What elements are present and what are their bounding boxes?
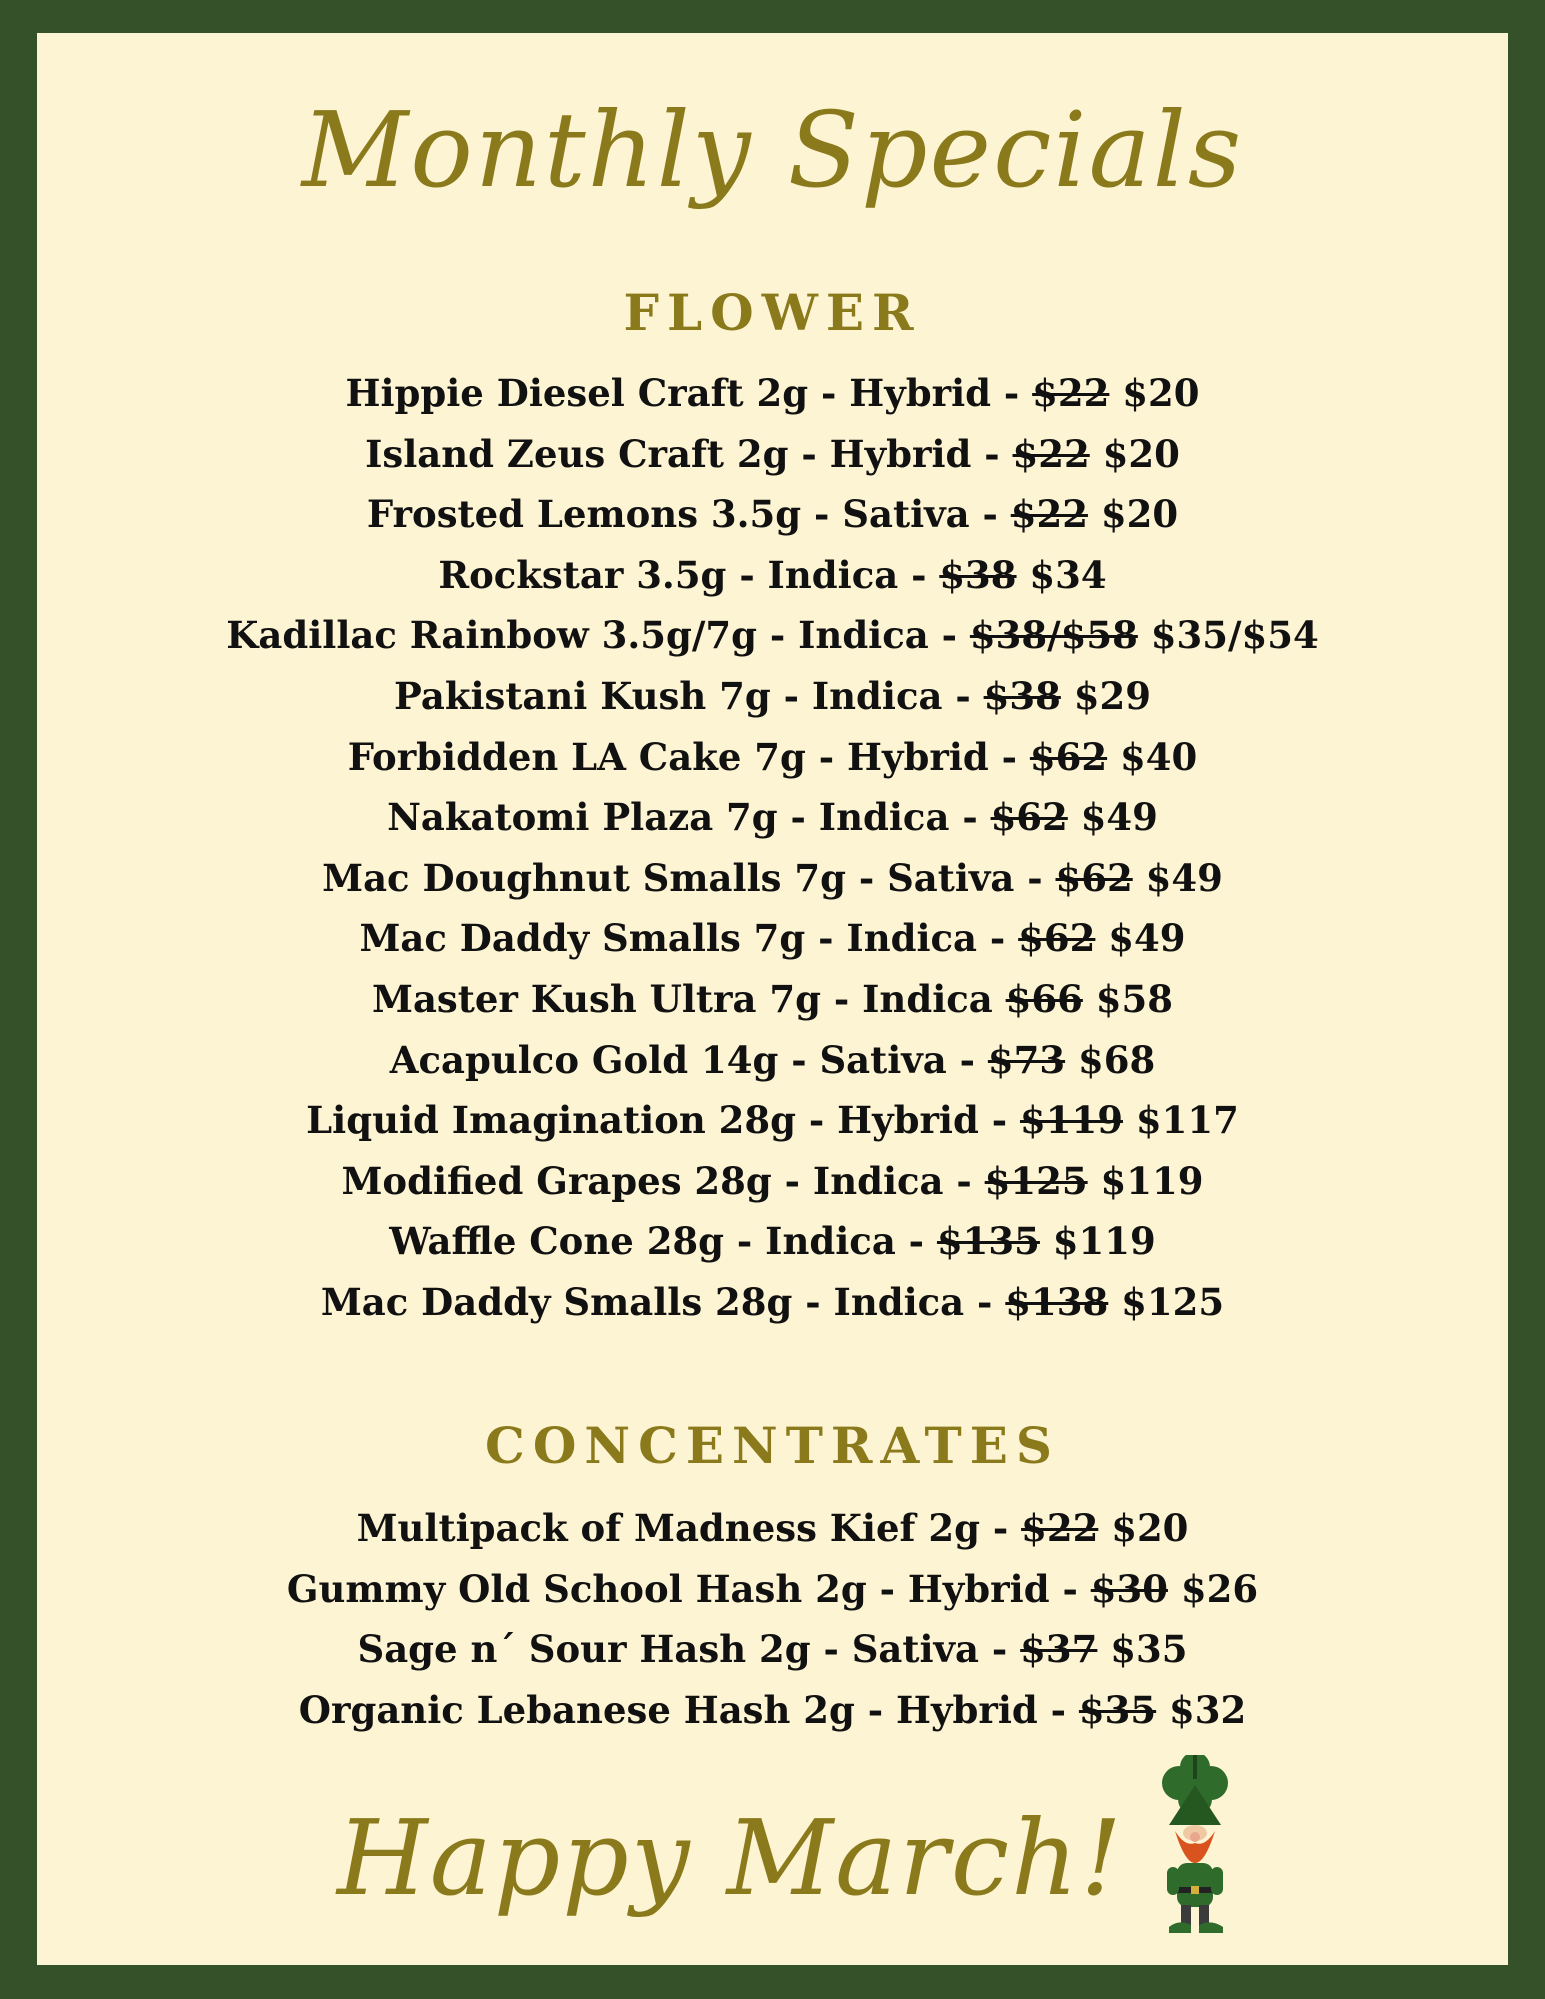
list-item [37,1090,1508,1151]
old-price: $22 [1010,492,1088,537]
old-price: $35 [1078,1687,1157,1732]
flower-heading: FLOWER [623,283,922,342]
list-item [37,666,1508,727]
new-price: $40 [1107,734,1198,779]
list-item [37,848,1508,909]
item-name: Multipack of Madness Kief 2g - [356,1506,1022,1550]
old-price: $62 [990,795,1068,840]
item-name: Master Kush Ultra 7g - Indica [371,976,1006,1021]
new-price: $49 [1067,795,1158,840]
new-price: $20 [1087,492,1179,537]
item-name: Modified Grapes 28g - Indica - [341,1158,985,1203]
new-price: $26 [1167,1566,1259,1611]
old-price: $22 [1032,371,1110,415]
new-price: $117 [1122,1098,1239,1143]
old-price: $62 [1018,916,1096,961]
old-price: $38 [983,673,1061,718]
list-item [37,605,1508,666]
item-name: Hippie Diesel Craft 2g - Hybrid - [345,371,1033,415]
leprechaun-gnome-icon [1139,1755,1249,1955]
list-item [37,424,1508,485]
item-name: Mac Doughnut Smalls 7g - Sativa - [322,855,1056,900]
list-item [37,1498,1508,1559]
item-name: Gummy Old School Hash 2g - Hybrid - [286,1566,1091,1611]
item-name: Nakatomi Plaza 7g - Indica - [387,795,991,840]
new-price: $119 [1087,1158,1204,1203]
item-name: Organic Lebanese Hash 2g - Hybrid - [298,1687,1079,1732]
item-name: Island Zeus Craft 2g - Hybrid - [365,431,1013,476]
list-item [37,1030,1508,1091]
list-item [37,1272,1508,1333]
item-name: Rockstar 3.5g - Indica - [438,552,940,597]
item-name: Pakistani Kush 7g - Indica - [394,673,984,718]
new-price: $58 [1082,976,1173,1021]
list-item [37,1559,1508,1620]
item-name: Acapulco Gold 14g - Sativa - [389,1037,988,1082]
item-name: Waffle Cone 28g - Indica - [389,1219,937,1264]
footer-message: Happy March! [337,1797,1124,1919]
old-price: $38 [939,552,1017,597]
old-price: $22 [1021,1506,1099,1550]
list-item [37,787,1508,848]
old-price: $62 [1055,855,1133,900]
old-price: $119 [1019,1098,1123,1143]
new-price: $20 [1109,371,1200,415]
item-name: Kadillac Rainbow 3.5g/7g - Indica - [226,613,970,658]
old-price: $73 [987,1037,1066,1082]
old-price: $62 [1029,734,1108,779]
new-price: $49 [1132,855,1223,900]
list-item [37,363,1508,424]
old-price: $30 [1090,1566,1168,1611]
list-item [37,1619,1508,1680]
new-price: $29 [1060,673,1151,718]
list-item [37,969,1508,1030]
item-name: Sage n´ Sour Hash 2g - Sativa - [357,1627,1021,1672]
list-item [37,1680,1508,1741]
list-item [37,727,1508,788]
page-title: Monthly Specials [301,89,1244,211]
new-price: $49 [1095,916,1186,961]
new-price: $119 [1039,1219,1156,1264]
new-price: $68 [1065,1037,1156,1082]
new-price: $125 [1108,1279,1225,1324]
old-price: $22 [1012,431,1090,476]
item-name: Frosted Lemons 3.5g - Sativa - [366,492,1011,537]
new-price: $32 [1156,1687,1247,1732]
new-price: $20 [1098,1506,1189,1550]
new-price: $35/$54 [1137,613,1319,658]
list-item [37,484,1508,545]
old-price: $37 [1020,1627,1098,1672]
new-price: $34 [1016,552,1107,597]
old-price: $125 [984,1158,1088,1203]
flyer-panel [37,33,1508,1965]
new-price: $35 [1097,1627,1188,1672]
list-item [37,545,1508,606]
list-item [37,1211,1508,1272]
old-price: $138 [1005,1279,1109,1324]
list-item [37,908,1508,969]
item-name: Forbidden LA Cake 7g - Hybrid - [347,734,1030,779]
item-name: Mac Daddy Smalls 7g - Indica - [359,916,1019,961]
old-price: $66 [1005,976,1083,1021]
concentrates-heading: CONCENTRATES [485,1416,1060,1475]
item-name: Liquid Imagination 28g - Hybrid - [306,1098,1020,1143]
old-price: $38/$58 [969,613,1138,658]
concentrates-list [37,1498,1508,1740]
flower-list [37,363,1508,1333]
item-name: Mac Daddy Smalls 28g - Indica - [320,1279,1006,1324]
list-item [37,1151,1508,1212]
old-price: $135 [936,1219,1040,1264]
new-price: $20 [1089,431,1180,476]
